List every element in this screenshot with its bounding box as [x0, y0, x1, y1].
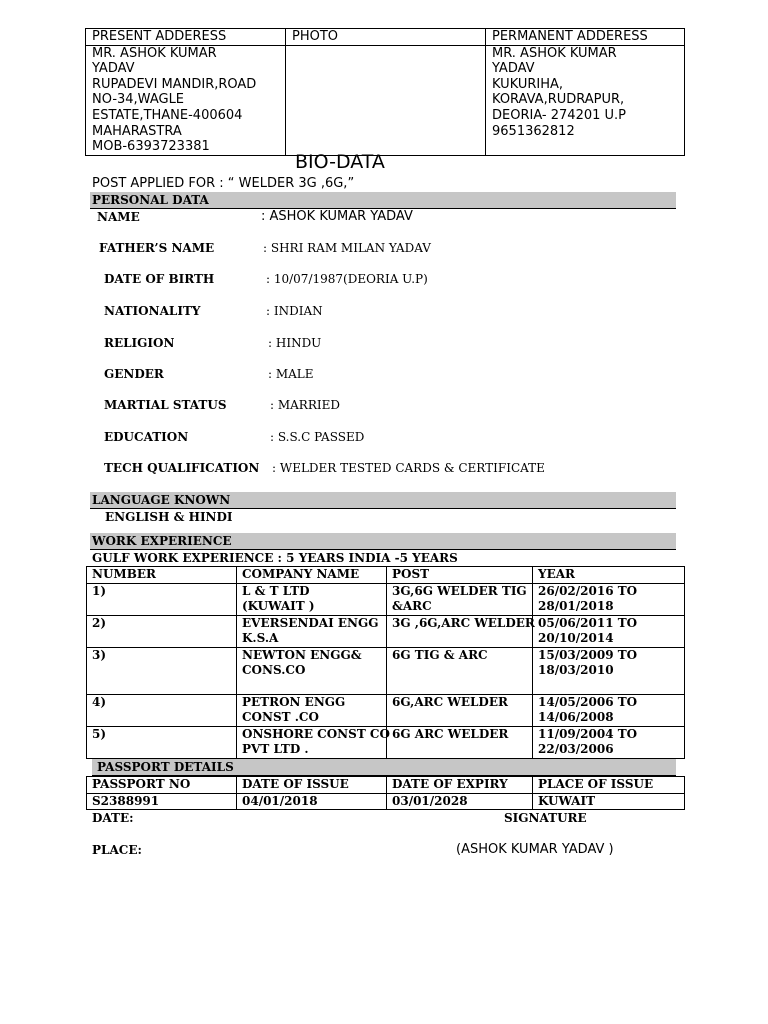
passport-table [86, 776, 685, 810]
cell-line: PETRON ENGG [242, 694, 346, 709]
row-company [237, 583, 387, 615]
cell-line: 3G,6G WELDER TIG [392, 583, 527, 598]
table-row [87, 726, 685, 758]
cell-line: NEWTON ENGG& [242, 647, 362, 662]
present-address-line: MAHARASTRA [92, 123, 182, 139]
dob-value: : 10/07/1987(DEORIA U.P) [266, 272, 428, 286]
language-heading-text: LANGUAGE KNOWN [92, 493, 231, 507]
address-table [85, 28, 685, 156]
header-number: NUMBER [87, 567, 237, 584]
present-address-heading: PRESENT ADDERESS [86, 29, 286, 46]
table-row [87, 647, 685, 694]
place-of-issue: KUWAIT [533, 793, 685, 810]
cell-line: EVERSENDAI ENGG [242, 615, 379, 630]
cell-line: &ARC [392, 599, 432, 613]
cell-line: 14/06/2008 [538, 710, 614, 724]
tech-qualification-label: TECH QUALIFICATION [104, 461, 260, 475]
row-post [387, 647, 533, 694]
marital-status-value: : MARRIED [270, 398, 341, 412]
post-applied: POST APPLIED FOR : “ WELDER 3G ,6G,” [92, 176, 355, 191]
permanent-address-line: KUKURIHA, [492, 76, 564, 92]
present-address-line: MOB-6393723381 [92, 139, 210, 155]
cell-line: 28/01/2018 [538, 599, 614, 613]
row-company [237, 615, 387, 647]
date-of-issue: 04/01/2018 [237, 793, 387, 810]
cell-line: 2) [92, 615, 107, 630]
present-address-line: RUPADEVI MANDIR,ROAD [92, 76, 257, 92]
signature-name: (ASHOK KUMAR YADAV ) [456, 842, 614, 857]
permanent-address-line: DEORIA- 274201 U.P [492, 107, 626, 123]
document-title: BIO-DATA [295, 151, 385, 173]
row-number [87, 615, 237, 647]
cell-line: ONSHORE CONST CO [242, 726, 390, 741]
cell-line: 6G,ARC WELDER [392, 694, 508, 709]
work-experience-heading-text: WORK EXPERIENCE [92, 534, 232, 548]
row-post [387, 726, 533, 758]
cell-line: 18/03/2010 [538, 663, 614, 677]
permanent-address-heading: PERMANENT ADDERESS [486, 29, 685, 46]
cell-line: 11/09/2004 TO [538, 726, 638, 741]
permanent-address-line: MR. ASHOK KUMAR [492, 45, 617, 61]
passport-no: S2388991 [87, 793, 237, 810]
gender-label: GENDER [104, 367, 164, 381]
permanent-address-line: YADAV [492, 61, 535, 77]
cell-line: L & T LTD [242, 583, 310, 598]
religion-value: : HINDU [268, 336, 322, 350]
row-year [533, 583, 685, 615]
row-post [387, 583, 533, 615]
father-name-value: : SHRI RAM MILAN YADAV [263, 241, 431, 255]
religion-label: RELIGION [104, 336, 175, 350]
passport-heading-text: PASSPORT DETAILS [97, 760, 234, 774]
dob-label: DATE OF BIRTH [104, 272, 215, 286]
nationality-label: NATIONALITY [104, 304, 201, 318]
cell-line: 3G ,6G,ARC WELDER [392, 615, 535, 630]
cell-line: 4) [92, 694, 107, 709]
permanent-address-line: KORAVA,RUDRAPUR, [492, 92, 625, 108]
gender-value: : MALE [268, 367, 314, 381]
row-year [533, 615, 685, 647]
nationality-value: : INDIAN [266, 304, 323, 318]
header-place-of-issue: PLACE OF ISSUE [533, 777, 685, 794]
place-label: PLACE: [92, 843, 142, 857]
cell-line: 20/10/2014 [538, 631, 614, 645]
row-post [387, 694, 533, 726]
row-year [533, 726, 685, 758]
cell-line: CONST .CO [242, 710, 319, 724]
name-value: : ASHOK KUMAR YADAV [261, 209, 413, 224]
row-number [87, 694, 237, 726]
cell-line: 6G TIG & ARC [392, 647, 488, 662]
date-of-expiry: 03/01/2028 [387, 793, 533, 810]
name-label: NAME [97, 210, 140, 224]
row-year [533, 647, 685, 694]
work-experience-heading [90, 533, 676, 550]
personal-data-heading-text: PERSONAL DATA [92, 193, 209, 207]
personal-data-heading [90, 192, 676, 209]
date-label: DATE: [92, 811, 134, 825]
cell-line: 5) [92, 726, 107, 741]
cell-line: 3) [92, 647, 107, 662]
permanent-address-line: 9651362812 [492, 123, 575, 139]
header-passport-no: PASSPORT NO [87, 777, 237, 794]
experience-table [86, 566, 685, 759]
header-date-of-expiry: DATE OF EXPIRY [387, 777, 533, 794]
row-company [237, 694, 387, 726]
cell-line: (KUWAIT ) [242, 599, 315, 613]
present-address-line: YADAV [92, 61, 135, 77]
cell-line: K.S.A [242, 631, 279, 645]
present-address [86, 45, 286, 155]
education-label: EDUCATION [104, 430, 189, 444]
row-number [87, 647, 237, 694]
row-post [387, 615, 533, 647]
table-row [87, 615, 685, 647]
cell-line: CONS.CO [242, 663, 306, 677]
gulf-experience: GULF WORK EXPERIENCE : 5 YEARS INDIA -5 YEARS [92, 551, 458, 565]
cell-line: 22/03/2006 [538, 742, 614, 756]
marital-status-label: MARTIAL STATUS [104, 398, 227, 412]
cell-line: 1) [92, 583, 107, 598]
row-number [87, 726, 237, 758]
language-heading [90, 492, 676, 509]
row-company [237, 726, 390, 758]
cell-line: 14/05/2006 TO [538, 694, 638, 709]
present-address-line: MR. ASHOK KUMAR [92, 45, 217, 61]
cell-line: 15/03/2009 TO [538, 647, 638, 662]
table-row [87, 694, 685, 726]
header-post: POST [387, 567, 533, 584]
header-company: COMPANY NAME [237, 567, 387, 584]
passport-value-row [87, 793, 685, 810]
cell-line: 26/02/2016 TO [538, 583, 638, 598]
passport-heading [92, 759, 676, 776]
signature-label: SIGNATURE [504, 811, 587, 825]
row-year [533, 694, 685, 726]
languages-value: ENGLISH & HINDI [105, 510, 233, 524]
father-name-label: FATHER’S NAME [99, 241, 215, 255]
present-address-line: NO-34,WAGLE [92, 92, 185, 108]
photo-box [286, 45, 486, 155]
experience-header-row [87, 567, 685, 584]
cell-line: 6G ARC WELDER [392, 726, 509, 741]
row-number [87, 583, 237, 615]
table-row [87, 583, 685, 615]
photo-heading: PHOTO [286, 29, 486, 46]
row-company [237, 647, 387, 694]
header-year: YEAR [533, 567, 685, 584]
header-date-of-issue: DATE OF ISSUE [237, 777, 387, 794]
tech-qualification-value: : WELDER TESTED CARDS & CERTIFICATE [272, 461, 545, 475]
cell-line: PVT LTD . [242, 742, 309, 756]
education-value: : S.S.C PASSED [270, 430, 365, 444]
present-address-line: ESTATE,THANE-400604 [92, 107, 243, 123]
cell-line: 05/06/2011 TO [538, 615, 638, 630]
permanent-address [486, 45, 685, 155]
passport-header-row [87, 777, 685, 794]
